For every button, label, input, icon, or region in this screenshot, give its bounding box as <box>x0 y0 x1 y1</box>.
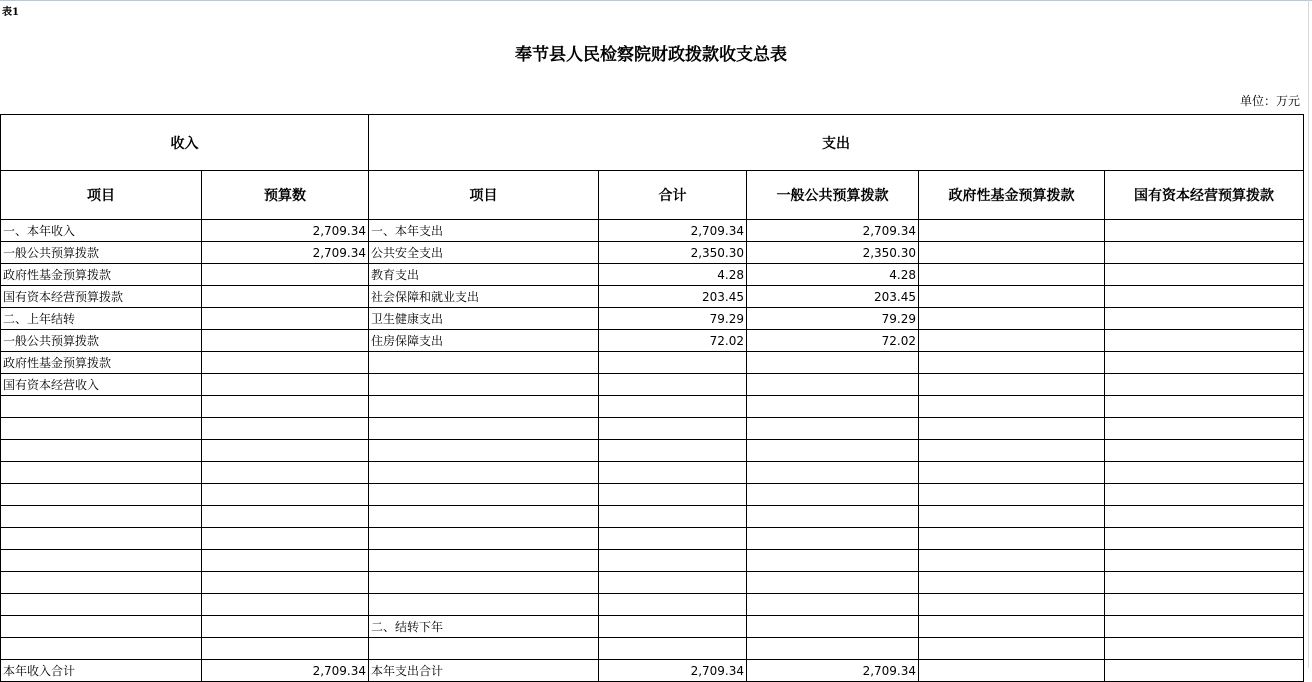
general-cell: 79.29 <box>747 308 919 330</box>
general-cell <box>747 528 919 550</box>
table-row <box>1 286 1304 308</box>
total-cell <box>599 594 747 616</box>
total-cell <box>599 418 747 440</box>
capital-cell <box>1105 374 1304 396</box>
income-item-cell <box>1 418 202 440</box>
income-budget-cell <box>202 396 369 418</box>
expense-item-cell <box>369 462 599 484</box>
income-budget-cell <box>202 572 369 594</box>
total-cell: 203.45 <box>599 286 747 308</box>
income-item-cell: 一般公共预算拨款 <box>1 242 202 264</box>
fund-cell <box>919 352 1105 374</box>
sheet-label: 表1 <box>2 7 19 18</box>
unit-label: 单位：万元 <box>1239 94 1300 108</box>
table-row <box>1 572 1304 594</box>
table-row <box>1 550 1304 572</box>
fund-cell <box>919 308 1105 330</box>
income-item-cell: 国有资本经营收入 <box>1 374 202 396</box>
table-row <box>1 528 1304 550</box>
general-cell: 4.28 <box>747 264 919 286</box>
fund-cell <box>919 462 1105 484</box>
income-item-cell <box>1 572 202 594</box>
total-cell <box>599 396 747 418</box>
capital-cell <box>1105 352 1304 374</box>
total-cell: 2,350.30 <box>599 242 747 264</box>
table-row <box>1 638 1304 660</box>
fund-cell <box>919 484 1105 506</box>
table-row <box>1 506 1304 528</box>
income-item-cell <box>1 616 202 638</box>
table-row <box>1 374 1304 396</box>
capital-cell <box>1105 484 1304 506</box>
fund-cell <box>919 638 1105 660</box>
income-item-cell: 一、本年收入 <box>1 220 202 242</box>
table-row <box>1 220 1304 242</box>
fund-cell <box>919 660 1105 682</box>
fund-cell <box>919 264 1105 286</box>
income-budget-cell <box>202 352 369 374</box>
income-item-cell: 政府性基金预算拨款 <box>1 264 202 286</box>
expense-item-cell <box>369 572 599 594</box>
table-row <box>1 330 1304 352</box>
fund-cell <box>919 528 1105 550</box>
capital-cell <box>1105 308 1304 330</box>
capital-cell <box>1105 440 1304 462</box>
general-cell <box>747 616 919 638</box>
income-budget-cell: 2,709.34 <box>202 220 369 242</box>
fund-cell <box>919 440 1105 462</box>
header-row-columns <box>1 171 1304 220</box>
expense-item-cell: 社会保障和就业支出 <box>369 286 599 308</box>
fund-cell <box>919 374 1105 396</box>
general-cell: 203.45 <box>747 286 919 308</box>
income-budget-cell <box>202 528 369 550</box>
total-cell <box>599 462 747 484</box>
table-row <box>1 308 1304 330</box>
capital-cell <box>1105 396 1304 418</box>
fund-cell <box>919 418 1105 440</box>
table-row <box>1 594 1304 616</box>
income-budget-cell <box>202 330 369 352</box>
top-border <box>0 0 1312 1</box>
capital-cell <box>1105 242 1304 264</box>
total-cell <box>599 616 747 638</box>
fund-cell <box>919 220 1105 242</box>
income-item-cell: 政府性基金预算拨款 <box>1 352 202 374</box>
header-expense: 支出 <box>369 115 1304 171</box>
income-item-cell: 一般公共预算拨款 <box>1 330 202 352</box>
total-cell: 4.28 <box>599 264 747 286</box>
right-border <box>1308 0 1309 668</box>
income-budget-cell <box>202 374 369 396</box>
total-cell <box>599 638 747 660</box>
total-cell: 72.02 <box>599 330 747 352</box>
expense-item-cell <box>369 396 599 418</box>
expense-item-cell: 住房保障支出 <box>369 330 599 352</box>
income-budget-cell <box>202 286 369 308</box>
income-item-cell: 本年收入合计 <box>1 660 202 682</box>
fund-cell <box>919 572 1105 594</box>
income-item-cell: 国有资本经营预算拨款 <box>1 286 202 308</box>
expense-item-cell: 本年支出合计 <box>369 660 599 682</box>
expense-item-cell: 卫生健康支出 <box>369 308 599 330</box>
expense-item-cell: 一、本年支出 <box>369 220 599 242</box>
total-cell <box>599 374 747 396</box>
income-item-cell <box>1 484 202 506</box>
fund-cell <box>919 242 1105 264</box>
income-budget-cell <box>202 264 369 286</box>
expense-item-cell <box>369 506 599 528</box>
income-item-cell <box>1 506 202 528</box>
total-cell: 2,709.34 <box>599 660 747 682</box>
table-row <box>1 352 1304 374</box>
table-row <box>1 440 1304 462</box>
header-income: 收入 <box>1 115 369 171</box>
finance-table <box>0 114 1304 682</box>
total-cell <box>599 572 747 594</box>
capital-cell <box>1105 462 1304 484</box>
income-budget-cell: 2,709.34 <box>202 242 369 264</box>
income-budget-cell <box>202 638 369 660</box>
fund-cell <box>919 396 1105 418</box>
fund-cell <box>919 506 1105 528</box>
capital-cell <box>1105 638 1304 660</box>
general-cell <box>747 594 919 616</box>
capital-cell <box>1105 330 1304 352</box>
header-income-budget: 预算数 <box>202 171 369 220</box>
expense-item-cell <box>369 418 599 440</box>
expense-item-cell <box>369 528 599 550</box>
table-row <box>1 418 1304 440</box>
income-budget-cell <box>202 418 369 440</box>
income-item-cell <box>1 594 202 616</box>
income-budget-cell <box>202 550 369 572</box>
capital-cell <box>1105 550 1304 572</box>
income-budget-cell <box>202 594 369 616</box>
general-cell <box>747 550 919 572</box>
general-cell: 2,709.34 <box>747 660 919 682</box>
expense-item-cell <box>369 638 599 660</box>
expense-item-cell: 教育支出 <box>369 264 599 286</box>
table-row <box>1 242 1304 264</box>
total-cell <box>599 528 747 550</box>
general-cell: 2,709.34 <box>747 220 919 242</box>
income-budget-cell <box>202 616 369 638</box>
total-cell <box>599 550 747 572</box>
expense-item-cell <box>369 550 599 572</box>
header-fund: 政府性基金预算拨款 <box>919 171 1105 220</box>
income-budget-cell <box>202 506 369 528</box>
income-item-cell <box>1 638 202 660</box>
fund-cell <box>919 616 1105 638</box>
general-cell <box>747 396 919 418</box>
expense-item-cell <box>369 484 599 506</box>
general-cell <box>747 572 919 594</box>
capital-cell <box>1105 660 1304 682</box>
capital-cell <box>1105 572 1304 594</box>
general-cell <box>747 506 919 528</box>
table-row <box>1 396 1304 418</box>
table-row <box>1 660 1304 682</box>
income-item-cell <box>1 440 202 462</box>
total-cell: 2,709.34 <box>599 220 747 242</box>
header-total: 合计 <box>599 171 747 220</box>
general-cell <box>747 374 919 396</box>
fund-cell <box>919 286 1105 308</box>
general-cell <box>747 462 919 484</box>
header-capital: 国有资本经营预算拨款 <box>1105 171 1304 220</box>
header-expense-item: 项目 <box>369 171 599 220</box>
expense-item-cell <box>369 352 599 374</box>
income-item-cell <box>1 396 202 418</box>
general-cell <box>747 440 919 462</box>
capital-cell <box>1105 616 1304 638</box>
general-cell: 72.02 <box>747 330 919 352</box>
income-item-cell <box>1 528 202 550</box>
general-cell <box>747 638 919 660</box>
general-cell: 2,350.30 <box>747 242 919 264</box>
capital-cell <box>1105 594 1304 616</box>
expense-item-cell: 公共安全支出 <box>369 242 599 264</box>
income-item-cell <box>1 550 202 572</box>
capital-cell <box>1105 418 1304 440</box>
income-budget-cell <box>202 308 369 330</box>
total-cell <box>599 352 747 374</box>
fund-cell <box>919 550 1105 572</box>
capital-cell <box>1105 264 1304 286</box>
income-budget-cell <box>202 440 369 462</box>
general-cell <box>747 352 919 374</box>
capital-cell <box>1105 220 1304 242</box>
capital-cell <box>1105 528 1304 550</box>
income-budget-cell: 2,709.34 <box>202 660 369 682</box>
capital-cell <box>1105 286 1304 308</box>
general-cell <box>747 418 919 440</box>
income-item-cell: 二、上年结转 <box>1 308 202 330</box>
fund-cell <box>919 594 1105 616</box>
table-row <box>1 462 1304 484</box>
income-item-cell <box>1 462 202 484</box>
header-general: 一般公共预算拨款 <box>747 171 919 220</box>
expense-item-cell <box>369 594 599 616</box>
table-body <box>1 220 1304 682</box>
general-cell <box>747 484 919 506</box>
income-budget-cell <box>202 462 369 484</box>
table-row <box>1 264 1304 286</box>
income-budget-cell <box>202 484 369 506</box>
header-row-group <box>1 115 1304 171</box>
header-income-item: 项目 <box>1 171 202 220</box>
table-row <box>1 484 1304 506</box>
total-cell <box>599 506 747 528</box>
expense-item-cell <box>369 374 599 396</box>
fund-cell <box>919 330 1105 352</box>
total-cell: 79.29 <box>599 308 747 330</box>
expense-item-cell <box>369 440 599 462</box>
capital-cell <box>1105 506 1304 528</box>
total-cell <box>599 440 747 462</box>
total-cell <box>599 484 747 506</box>
expense-item-cell: 二、结转下年 <box>369 616 599 638</box>
table-row <box>1 616 1304 638</box>
page-title: 奉节县人民检察院财政拨款收支总表 <box>515 45 787 65</box>
